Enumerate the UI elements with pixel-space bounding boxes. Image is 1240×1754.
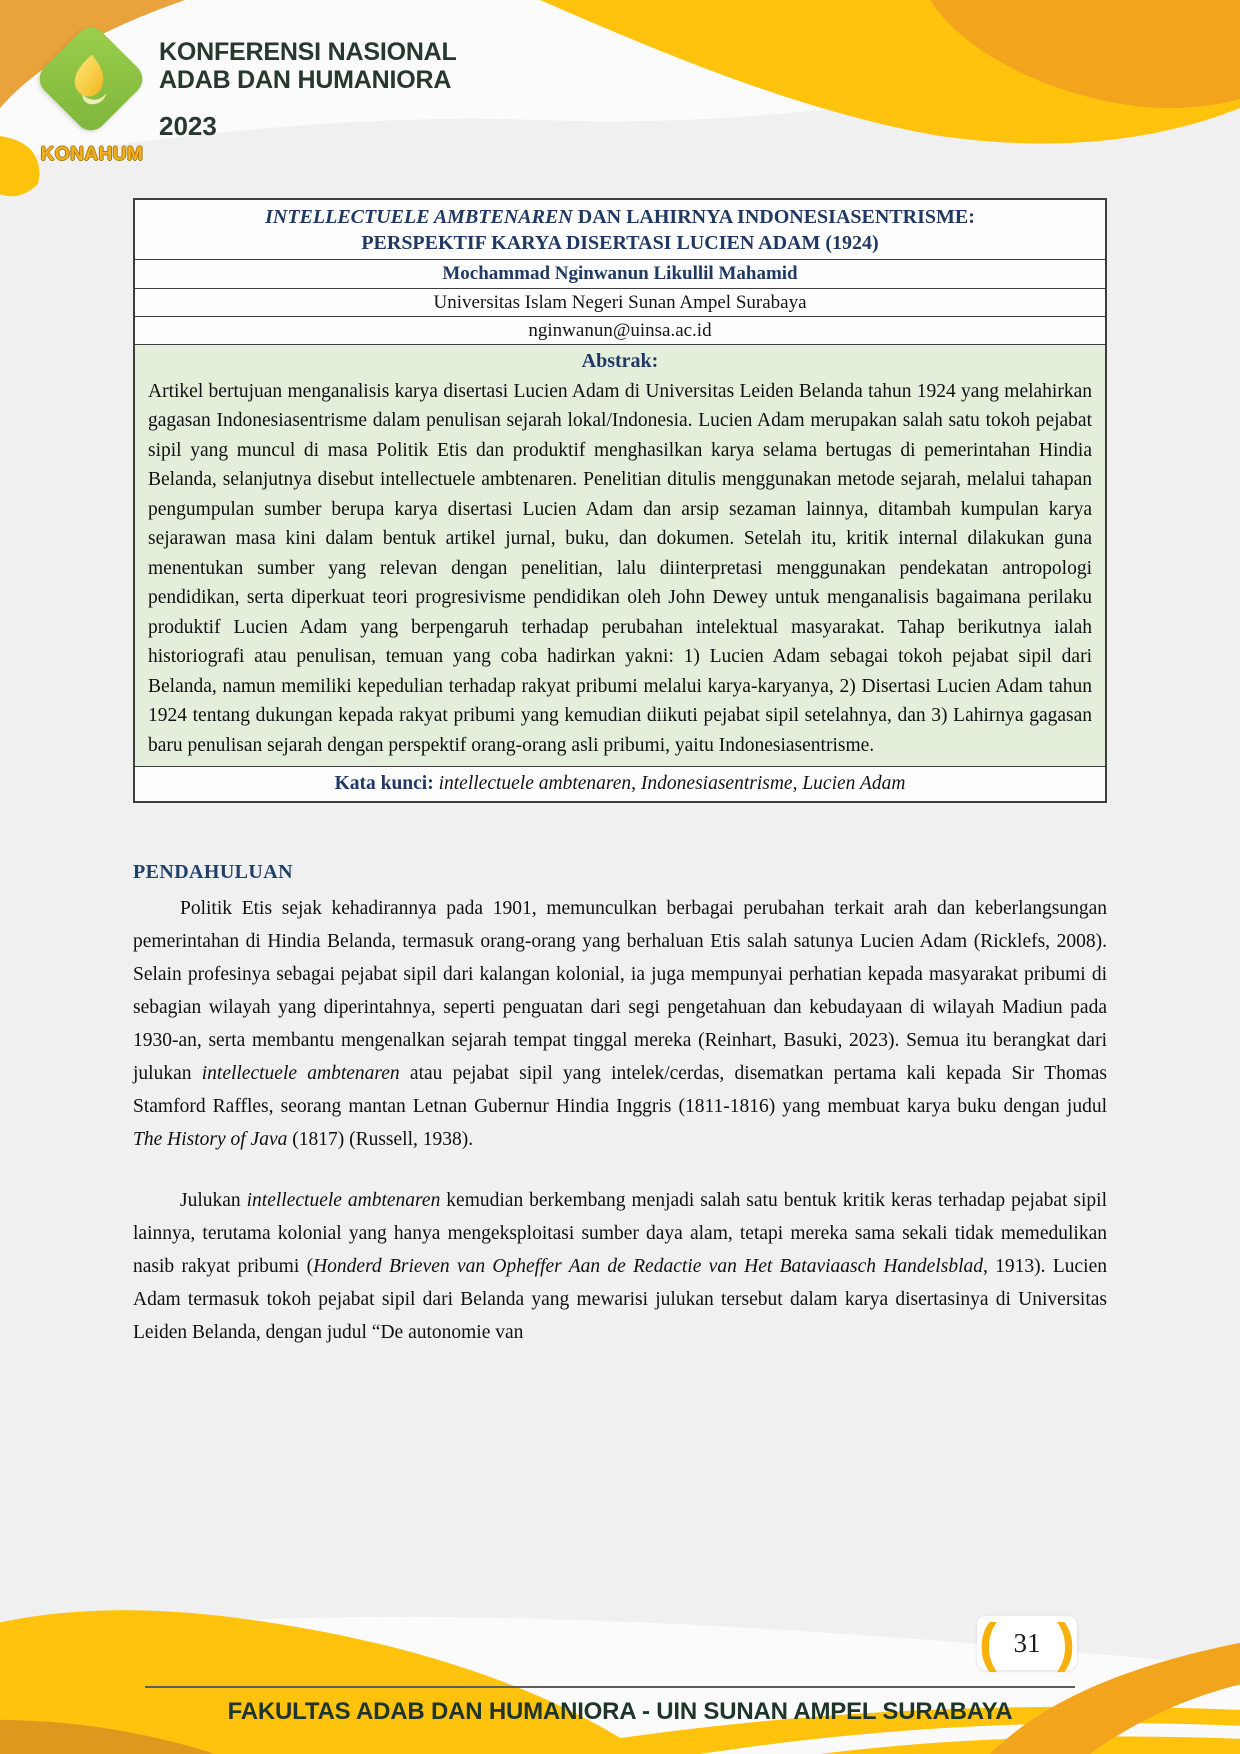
section-heading-pendahuluan: PENDAHULUAN bbox=[133, 861, 293, 883]
conference-heading bbox=[159, 38, 457, 142]
abstract-text: Artikel bertujuan menganalisis karya disertasi Lucien Adam di Universitas Leiden Belanda tahun 1924 yang melahirkan gagasan Indonesiasentrisme dalam penulisan sejarah lokal/Indonesia. Lucien Adam merupakan salah satu tokoh pejabat sipil yang muncul di masa Politik Etis dan produktif menghasilkan karya selama bertugas di pemerintahan Hindia Belanda, selanjutnya disebut intellectuele ambtenaren. Penelitian ditulis menggunakan metode sejarah, melalui tahapan pengumpulan sumber berupa karya disertasi Lucien Adam dan arsip sezaman lainnya, ditambah kumpulan karya sejarawan masa kini dalam bentuk artikel jurnal, buku, dan dokumen. Setelah itu, kritik internal dilakukan guna menentukan sumber yang relevan dengan penelitian, lalu diinterpretasi menggunakan pendekatan antropologi pendidikan, serta diperkuat teori progresivisme pendidikan oleh John Dewey untuk menganalisis bagaimana perilaku produktif Lucien Adam yang berpengaruh terhadap perubahan intelektual masyarakat. Tahap berikutnya ialah historiografi atau penulisan, temuan yang coba hadirkan yakni: 1) Lucien Adam sebagai tokoh pejabat sipil dari Belanda, namun memiliki kepedulian terhadap rakyat pribumi melalui karya-karyanya, 2) Disertasi Lucien Adam tahun 1924 tentang dukungan kepada rakyat pribumi yang kemudian diikuti pejabat sipil setelahnya, dan 3) Lahirnya gagasan baru penulisan sejarah dengan perspektif orang-orang asli pribumi, yaitu Indonesiasentrisme. bbox=[148, 380, 1092, 756]
conference-title-line2: ADAB DAN HUMANIORA bbox=[159, 66, 452, 94]
flame-icon bbox=[68, 52, 116, 108]
keywords-label: Kata kunci: bbox=[334, 773, 439, 794]
conference-year: 2023 bbox=[159, 111, 217, 141]
paper-author: Mochammad Nginwanun Likullil Mahamid bbox=[135, 260, 1105, 289]
footer-faculty-text: FAKULTAS ADAB DAN HUMANIORA - UIN SUNAN AMPEL SURABAYA bbox=[227, 1698, 1013, 1725]
paper-header-table bbox=[133, 198, 1107, 803]
paper-email: nginwanun@uinsa.ac.id bbox=[135, 317, 1105, 345]
left-bracket-icon: ( bbox=[979, 1613, 997, 1673]
konahum-logo bbox=[26, 30, 158, 166]
paper-title: INTELLECTUELE AMBTENAREN DAN LAHIRNYA INDONESIASENTRISME: PERSPEKTIF KARYA DISERTASI LUCIEN ADAM (1924) bbox=[135, 200, 1105, 260]
keywords-text: intellectuele ambtenaren, Indonesiasentrisme, Lucien Adam bbox=[438, 773, 906, 794]
paper-affiliation: Universitas Islam Negeri Sunan Ampel Surabaya bbox=[135, 289, 1105, 317]
body-paragraph-2: Julukan intellectuele ambtenaren kemudian berkembang menjadi salah satu bentuk kritik keras terhadap pejabat sipil lainnya, terutama kolonial yang hanya mengeksploitasi sumber daya alam, tetapi mereka sama sekali tidak memedulikan nasib rakyat pribumi (Honderd Brieven van Opheffer Aan de Redactie van Het Bataviaasch Handelsblad, 1913). Lucien Adam termasuk tokoh pejabat sipil dari Belanda yang mewarisi julukan tersebut dalam karya disertasinya di Universitas Leiden Belanda, dengan judul “De autonomie van bbox=[133, 1190, 1108, 1343]
abstract-label: Abstrak: bbox=[581, 350, 659, 372]
conference-title-line1: KONFERENSI NASIONAL bbox=[159, 38, 457, 66]
keywords-section bbox=[135, 767, 1105, 801]
footer-divider bbox=[145, 1686, 1075, 1688]
right-bracket-icon: ) bbox=[1057, 1613, 1075, 1673]
body-paragraph-1: Politik Etis sejak kehadirannya pada 1901, memunculkan berbagai perubahan terkait arah dan keberlangsungan pemerintahan di Hindia Belanda, termasuk orang-orang yang berhaluan Etis salah satunya Lucien Adam (Ricklefs, 2008). Selain profesinya sebagai pejabat sipil dari kalangan kolonial, ia juga mempunyai perhatian kepada masyarakat pribumi di sebagian wilayah yang diperintahnya, seperti penguatan dari segi pengetahuan dan kebudayaan di wilayah Madiun pada 1930-an, serta membantu mengenalkan sejarah tempat tinggal mereka (Reinhart, Basuki, 2023). Semua itu berangkat dari julukan intellectuele ambtenaren atau pejabat sipil yang intelek/cerdas, disematkan pertama kali kepada Sir Thomas Stamford Raffles, seorang mantan Letnan Gubernur Hindia Inggris (1811-1816) yang membuat karya buku dengan judul The History of Java (1817) (Russell, 1938). bbox=[133, 898, 1107, 1150]
page-number: 31 bbox=[1013, 1627, 1041, 1658]
konahum-logo-text: KONAHUM bbox=[40, 144, 144, 165]
page-number-badge bbox=[977, 1613, 1077, 1673]
page-content bbox=[133, 198, 1107, 1349]
abstract-section bbox=[135, 345, 1105, 767]
